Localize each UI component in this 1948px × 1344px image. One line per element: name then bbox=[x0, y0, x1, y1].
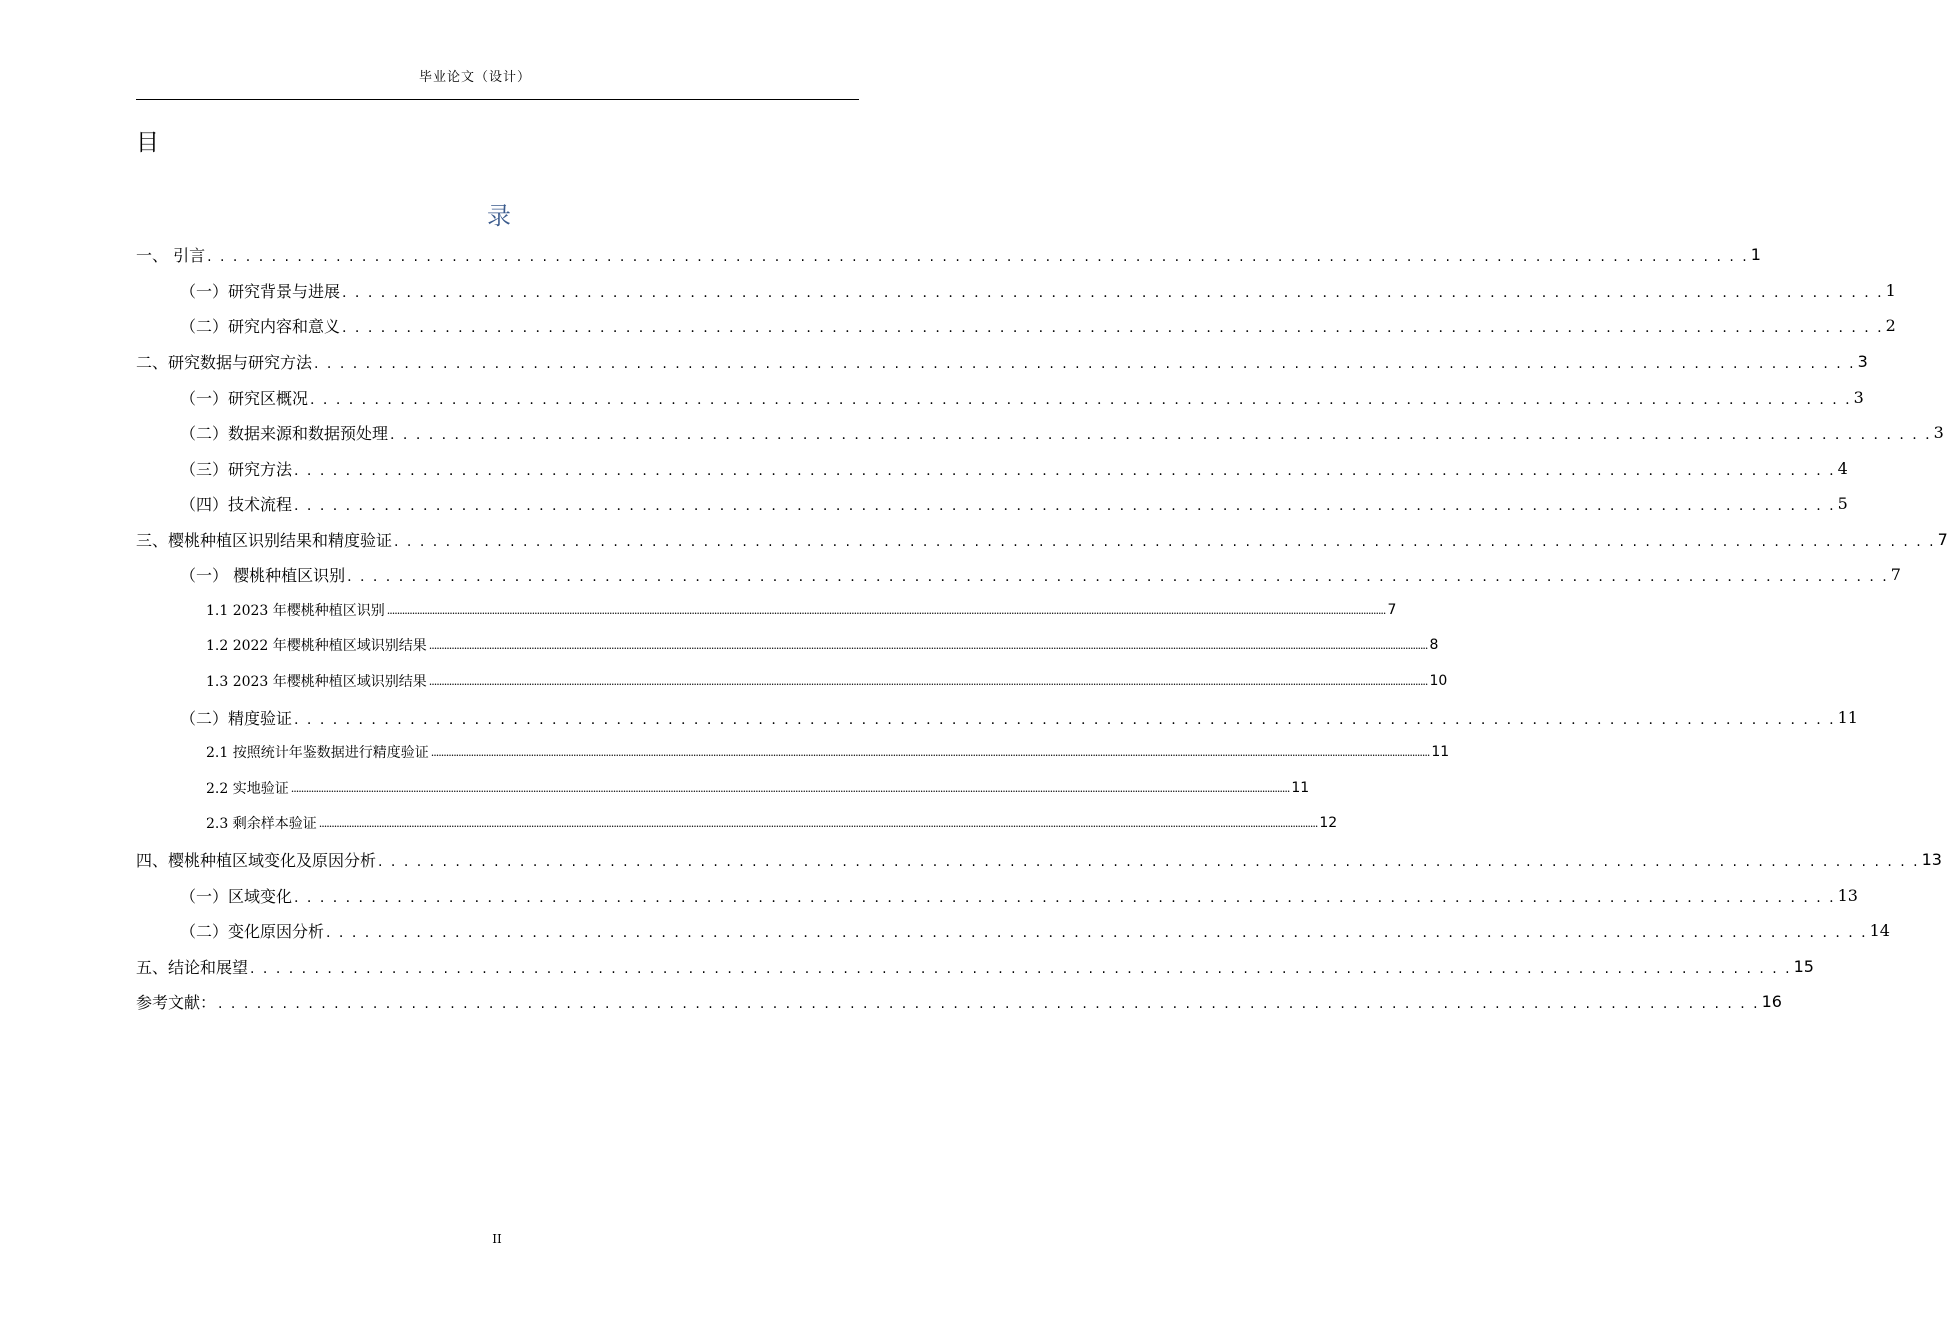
toc-leader-dots: . . . . . . . . . . . . . . . . . . . . . . . . . . . . . . . . . . . . . . . . . . . . . . . . . . . . . . . . . . . . . . . . . . . . . . . . . . . . . . . . . . . . . . . . . . . . . . . . . . . . . . . . . . . . . . . . . . . . . . . . bbox=[294, 890, 1836, 906]
toc-entry-page: 13 bbox=[1921, 849, 1942, 869]
toc-leader-dots: . . . . . . . . . . . . . . . . . . . . . . . . . . . . . . . . . . . . . . . . . . . . . . . . . . . . . . . . . . . . . . . . . . . . . . . . . . . . . . . . . . . . . . . . . . . . . . . . . . . . . . . . . . . . . . . . . . . . . . . . bbox=[390, 427, 1932, 443]
toc-entry-label: 四、樱桃种植区域变化及原因分析 bbox=[136, 850, 377, 870]
toc-entry-page: 3 bbox=[1857, 351, 1868, 371]
toc-entry-page: 7 bbox=[1387, 602, 1397, 618]
toc-leader-dots: . . . . . . . . . . . . . . . . . . . . . . . . . . . . . . . . . . . . . . . . . . . . . . . . . . . . . . . . . . . . . . . . . . . . . . . . . . . . . . . . . . . . . . . . . . . . . . . . . . . . . . . . . . . . . . . . . . . . . . . . bbox=[310, 392, 1852, 408]
toc-entry-page: 11 bbox=[1431, 744, 1450, 760]
toc-entry[interactable] bbox=[136, 521, 1948, 557]
toc-leader-dots: . . . . . . . . . . . . . . . . . . . . . . . . . . . . . . . . . . . . . . . . . . . . . . . . . . . . . . . . . . . . . . . . . . . . . . . . . . . . . . . . . . . . . . . . . . . . . . . . . . . . . . . . . . . . . . . . . . . . . . . . bbox=[294, 498, 1836, 514]
toc-entry-page: 1 bbox=[1885, 280, 1896, 300]
toc-entry[interactable] bbox=[136, 485, 1848, 521]
running-header: 毕业论文（设计） bbox=[418, 70, 531, 85]
toc-entry-page: 11 bbox=[1837, 707, 1858, 727]
toc-entry-label: （三）研究方法 bbox=[180, 459, 293, 479]
toc-entry[interactable] bbox=[136, 948, 1814, 984]
toc-entry[interactable] bbox=[136, 450, 1848, 486]
toc-entry[interactable] bbox=[136, 699, 1858, 735]
toc-leader-dots: ................................................................................................................................................................................................................................................................................................................................................................................................................ bbox=[428, 675, 1428, 688]
toc-entry[interactable] bbox=[136, 592, 1397, 628]
toc-entry-page: 5 bbox=[1837, 493, 1848, 513]
toc-entry-label: （一） 樱桃种植区识别 bbox=[180, 565, 346, 585]
toc-entry[interactable] bbox=[136, 877, 1858, 913]
toc-entry[interactable] bbox=[136, 236, 1761, 272]
toc-leader-dots: . . . . . . . . . . . . . . . . . . . . . . . . . . . . . . . . . . . . . . . . . . . . . . . . . . . . . . . . . . . . . . . . . . . . . . . . . . . . . . . . . . . . . . . . . . . . . . . . . . . . . . . . . . . . . . . . . . . . . . . . bbox=[378, 854, 1920, 870]
toc-entry[interactable] bbox=[136, 272, 1896, 308]
toc-entry-page: 3 bbox=[1933, 422, 1944, 442]
toc-leader-dots: . . . . . . . . . . . . . . . . . . . . . . . . . . . . . . . . . . . . . . . . . . . . . . . . . . . . . . . . . . . . . . . . . . . . . . . . . . . . . . . . . . . . . . . . . . . . . . . . . . . . . . . . . . . . . . . . . . . . . . . . bbox=[314, 356, 1856, 372]
toc-entry-page: 11 bbox=[1291, 780, 1310, 796]
toc-entry-page: 7 bbox=[1890, 564, 1901, 584]
toc-entry-page: 10 bbox=[1429, 673, 1448, 689]
toc-entry[interactable] bbox=[136, 343, 1868, 379]
toc-entry-label: 参考文献： bbox=[136, 992, 217, 1012]
toc-entry-label: 2.1 按照统计年鉴数据进行精度验证 bbox=[206, 745, 429, 761]
header-divider bbox=[136, 99, 859, 100]
toc-entry[interactable] bbox=[136, 627, 1439, 663]
toc-leader-dots: . . . . . . . . . . . . . . . . . . . . . . . . . . . . . . . . . . . . . . . . . . . . . . . . . . . . . . . . . . . . . . . . . . . . . . . . . . . . . . . . . . . . . . . . . . . . . . . . . . . . . . . . . . . . . . . . . . . . . . . . bbox=[207, 249, 1749, 265]
toc-entry-page: 13 bbox=[1837, 885, 1858, 905]
toc-entry-label: 二、研究数据与研究方法 bbox=[136, 352, 313, 372]
toc-entry-page: 8 bbox=[1429, 637, 1439, 653]
toc-entry[interactable] bbox=[136, 734, 1450, 770]
toc-entry[interactable] bbox=[136, 805, 1338, 841]
toc-entry-label: （一）研究区概况 bbox=[180, 388, 309, 408]
toc-entry[interactable] bbox=[136, 663, 1448, 699]
toc-entry[interactable] bbox=[136, 912, 1890, 948]
toc-entry-label: （二）变化原因分析 bbox=[180, 921, 325, 941]
toc-entry-label: （一）区域变化 bbox=[180, 886, 293, 906]
toc-entry[interactable] bbox=[136, 379, 1864, 415]
toc-leader-dots: ................................................................................................................................................................................................................................................................................................................................................................................................................ bbox=[386, 604, 1386, 617]
toc-title-second-char: 录 bbox=[487, 202, 511, 230]
toc-entry-page: 4 bbox=[1837, 458, 1848, 478]
toc-entry-label: 2.3 剩余样本验证 bbox=[206, 816, 317, 832]
toc-leader-dots: . . . . . . . . . . . . . . . . . . . . . . . . . . . . . . . . . . . . . . . . . . . . . . . . . . . . . . . . . . . . . . . . . . . . . . . . . . . . . . . . . . . . . . . . . . . . . . . . . . . . . . . . . . . . . . . . . . . . . . . . bbox=[218, 996, 1760, 1012]
toc-title-first-char: 目 bbox=[136, 130, 159, 156]
toc-entry-label: （二）精度验证 bbox=[180, 708, 293, 728]
toc-leader-dots: ................................................................................................................................................................................................................................................................................................................................................................................................................ bbox=[290, 782, 1290, 795]
toc-leader-dots: ................................................................................................................................................................................................................................................................................................................................................................................................................ bbox=[318, 817, 1318, 830]
toc-leader-dots: ................................................................................................................................................................................................................................................................................................................................................................................................................ bbox=[428, 639, 1428, 652]
toc-entry[interactable] bbox=[136, 414, 1944, 450]
toc-entry-label: 1.3 2023 年樱桃种植区域识别结果 bbox=[206, 674, 427, 690]
toc-entry[interactable] bbox=[136, 841, 1942, 877]
toc-entry-page: 15 bbox=[1793, 956, 1814, 976]
toc-leader-dots: . . . . . . . . . . . . . . . . . . . . . . . . . . . . . . . . . . . . . . . . . . . . . . . . . . . . . . . . . . . . . . . . . . . . . . . . . . . . . . . . . . . . . . . . . . . . . . . . . . . . . . . . . . . . . . . . . . . . . . . . bbox=[342, 285, 1884, 301]
toc-entry-label: 三、樱桃种植区识别结果和精度验证 bbox=[136, 530, 393, 550]
toc-entry[interactable] bbox=[136, 307, 1896, 343]
toc-entry-label: 五、结论和展望 bbox=[136, 957, 249, 977]
page-number: II bbox=[492, 1232, 502, 1246]
toc-entry-label: （二）数据来源和数据预处理 bbox=[180, 423, 389, 443]
toc-leader-dots: . . . . . . . . . . . . . . . . . . . . . . . . . . . . . . . . . . . . . . . . . . . . . . . . . . . . . . . . . . . . . . . . . . . . . . . . . . . . . . . . . . . . . . . . . . . . . . . . . . . . . . . . . . . . . . . . . . . . . . . . bbox=[326, 925, 1868, 941]
toc-entry-label: 1.1 2023 年樱桃种植区识别 bbox=[206, 603, 385, 619]
toc-entry-label: 2.2 实地验证 bbox=[206, 781, 289, 797]
toc-entry-page: 12 bbox=[1319, 815, 1338, 831]
toc-entry[interactable] bbox=[136, 556, 1901, 592]
toc-entry-label: 1.2 2022 年樱桃种植区域识别结果 bbox=[206, 638, 427, 654]
toc-leader-dots: . . . . . . . . . . . . . . . . . . . . . . . . . . . . . . . . . . . . . . . . . . . . . . . . . . . . . . . . . . . . . . . . . . . . . . . . . . . . . . . . . . . . . . . . . . . . . . . . . . . . . . . . . . . . . . . . . . . . . . . . bbox=[294, 712, 1836, 728]
toc-entry-label: 一、 引言 bbox=[136, 245, 206, 265]
toc-leader-dots: . . . . . . . . . . . . . . . . . . . . . . . . . . . . . . . . . . . . . . . . . . . . . . . . . . . . . . . . . . . . . . . . . . . . . . . . . . . . . . . . . . . . . . . . . . . . . . . . . . . . . . . . . . . . . . . . . . . . . . . . bbox=[250, 961, 1792, 977]
toc-entry-label: （一）研究背景与进展 bbox=[180, 281, 341, 301]
toc-entry-page: 2 bbox=[1885, 315, 1896, 335]
toc-entry-label: （四）技术流程 bbox=[180, 494, 293, 514]
toc-leader-dots: . . . . . . . . . . . . . . . . . . . . . . . . . . . . . . . . . . . . . . . . . . . . . . . . . . . . . . . . . . . . . . . . . . . . . . . . . . . . . . . . . . . . . . . . . . . . . . . . . . . . . . . . . . . . . . . . . . . . . . . . bbox=[347, 569, 1889, 585]
toc-entry-page: 3 bbox=[1853, 387, 1864, 407]
toc-entry[interactable] bbox=[136, 770, 1310, 806]
toc-entry-page: 1 bbox=[1750, 244, 1761, 264]
toc-entry-page: 7 bbox=[1937, 529, 1948, 549]
toc-entry[interactable] bbox=[136, 983, 1782, 1019]
toc-entry-page: 14 bbox=[1869, 920, 1890, 940]
toc-entry-label: （二）研究内容和意义 bbox=[180, 316, 341, 336]
toc-leader-dots: . . . . . . . . . . . . . . . . . . . . . . . . . . . . . . . . . . . . . . . . . . . . . . . . . . . . . . . . . . . . . . . . . . . . . . . . . . . . . . . . . . . . . . . . . . . . . . . . . . . . . . . . . . . . . . . . . . . . . . . . bbox=[342, 320, 1884, 336]
toc-entry-page: 16 bbox=[1761, 991, 1782, 1011]
toc-leader-dots: . . . . . . . . . . . . . . . . . . . . . . . . . . . . . . . . . . . . . . . . . . . . . . . . . . . . . . . . . . . . . . . . . . . . . . . . . . . . . . . . . . . . . . . . . . . . . . . . . . . . . . . . . . . . . . . . . . . . . . . . bbox=[294, 463, 1836, 479]
toc-leader-dots: ................................................................................................................................................................................................................................................................................................................................................................................................................ bbox=[430, 746, 1430, 759]
toc-leader-dots: . . . . . . . . . . . . . . . . . . . . . . . . . . . . . . . . . . . . . . . . . . . . . . . . . . . . . . . . . . . . . . . . . . . . . . . . . . . . . . . . . . . . . . . . . . . . . . . . . . . . . . . . . . . . . . . . . . . . . . . . bbox=[394, 534, 1936, 550]
